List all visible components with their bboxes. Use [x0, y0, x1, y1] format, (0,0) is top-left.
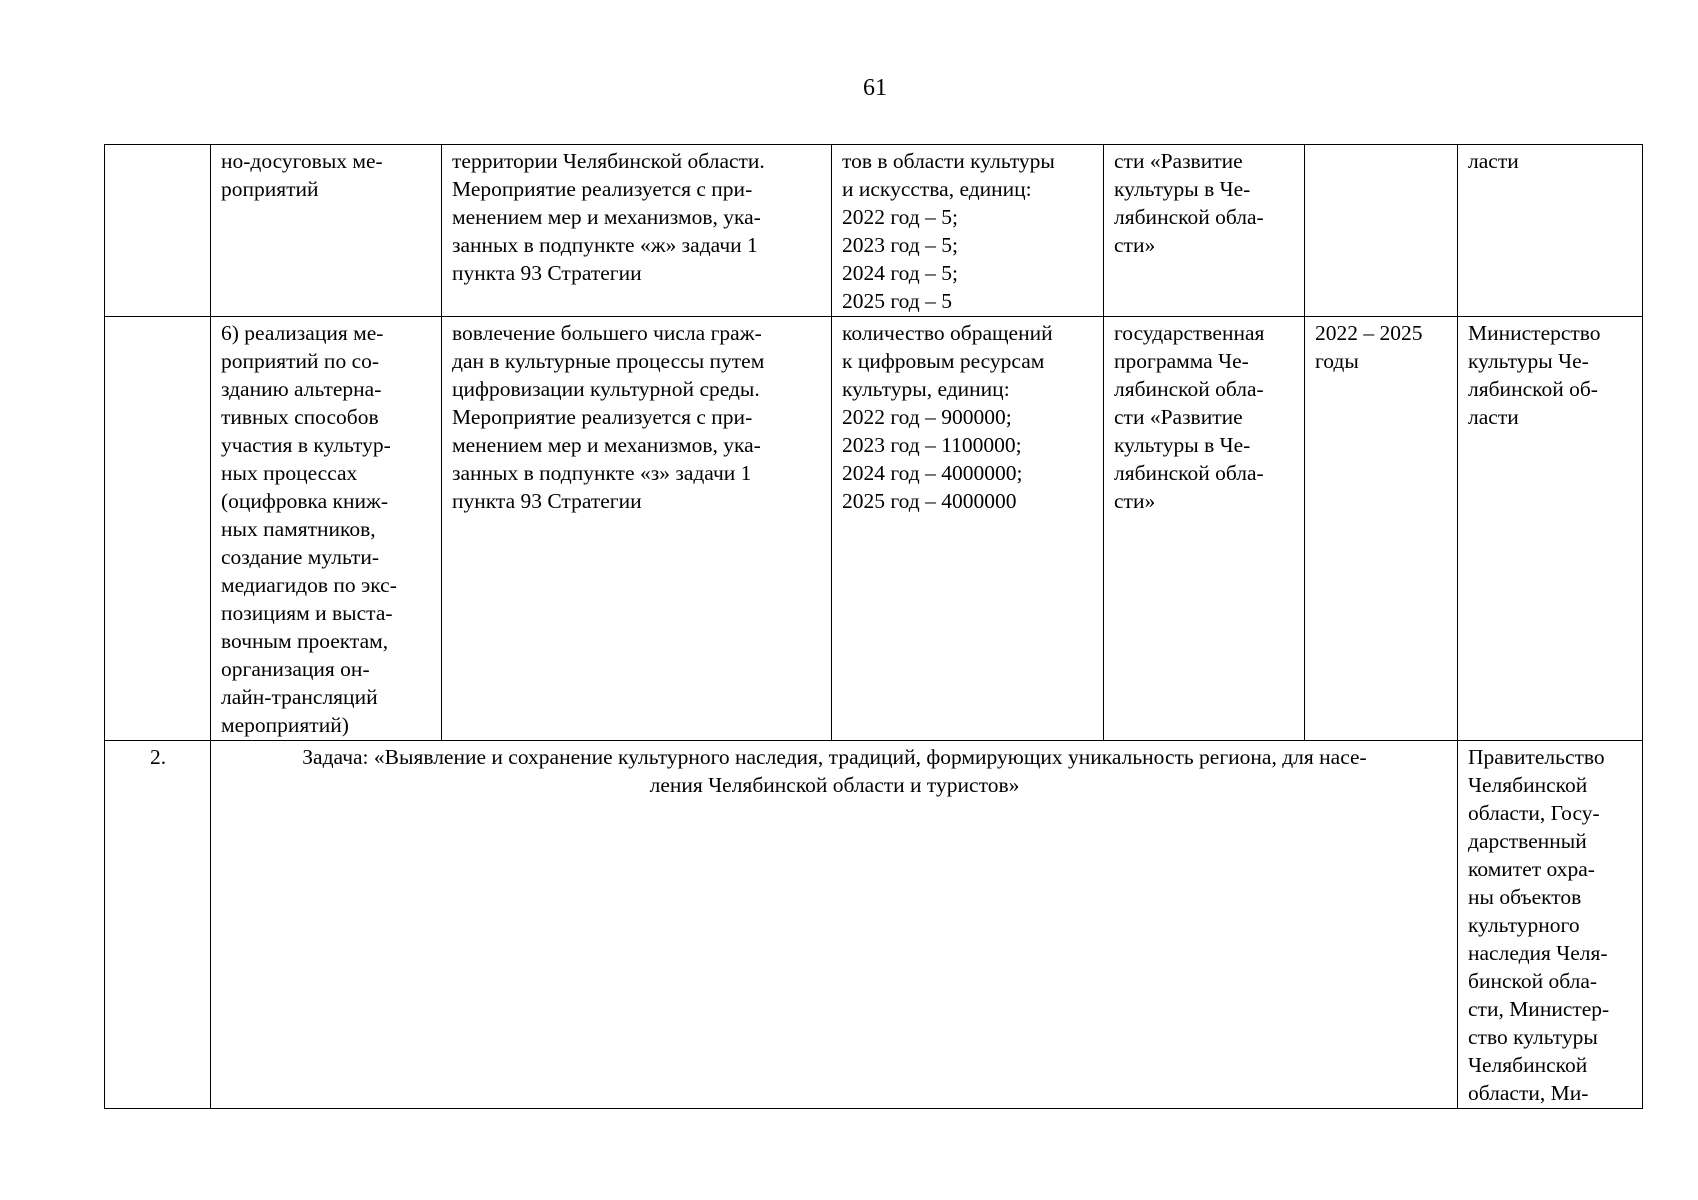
- program-cell: сти «Развитие культуры в Че- лябинской обла- сти»: [1104, 145, 1305, 317]
- task-heading-cell: Задача: «Выявление и сохранение культурного наследия, традиций, формирующих уникальность региона, для насе- ления Челябинской области и туристов»: [211, 741, 1458, 1109]
- period-cell: [1305, 145, 1458, 317]
- table-row: [105, 145, 1643, 317]
- executor-cell: Правительство Челябинской области, Госу- дарственный комитет охра- ны объектов культурного наследия Челя- бинской обла- сти, Министер- ство культуры Челябинской области, Ми-: [1458, 741, 1643, 1109]
- row-number-cell: [105, 317, 211, 741]
- description-cell: вовлечение большего числа граж- дан в культурные процессы путем цифровизации культурной среды. Мероприятие реализуется с при- менением мер и механизмов, ука- занных в подпункте «з» задачи 1 пункта 93 Стратегии: [442, 317, 832, 741]
- table-row: [105, 741, 1643, 1109]
- period-cell: 2022 – 2025 годы: [1305, 317, 1458, 741]
- executor-cell: ласти: [1458, 145, 1643, 317]
- program-cell: государственная программа Че- лябинской обла- сти «Развитие культуры в Че- лябинской обла- сти»: [1104, 317, 1305, 741]
- measure-cell: 6) реализация ме- роприятий по со- зданию альтерна- тивных способов участия в культур- ных процессах (оцифровка книж- ных памятников, создание мульти- медиагидов по экс- позициям и выста- вочным проектам, организация он- лайн-трансляций мероприятий): [211, 317, 442, 741]
- page-number: 61: [863, 75, 887, 101]
- description-cell: территории Челябинской области. Мероприятие реализуется с при- менением мер и механизмов, ука- занных в подпункте «ж» задачи 1 пункта 93 Стратегии: [442, 145, 832, 317]
- executor-cell: Министерство культуры Че- лябинской об- ласти: [1458, 317, 1643, 741]
- row-number-cell: 2.: [105, 741, 211, 1109]
- table-row: [105, 317, 1643, 741]
- indicator-cell: тов в области культуры и искусства, единиц: 2022 год – 5; 2023 год – 5; 2024 год – 5; 2025 год – 5: [832, 145, 1104, 317]
- measure-cell: но-досуговых ме- роприятий: [211, 145, 442, 317]
- row-number-cell: [105, 145, 211, 317]
- indicator-cell: количество обращений к цифровым ресурсам культуры, единиц: 2022 год – 900000; 2023 год – 1100000; 2024 год – 4000000; 2025 год – 4000000: [832, 317, 1104, 741]
- strategy-measures-table: [104, 144, 1643, 1109]
